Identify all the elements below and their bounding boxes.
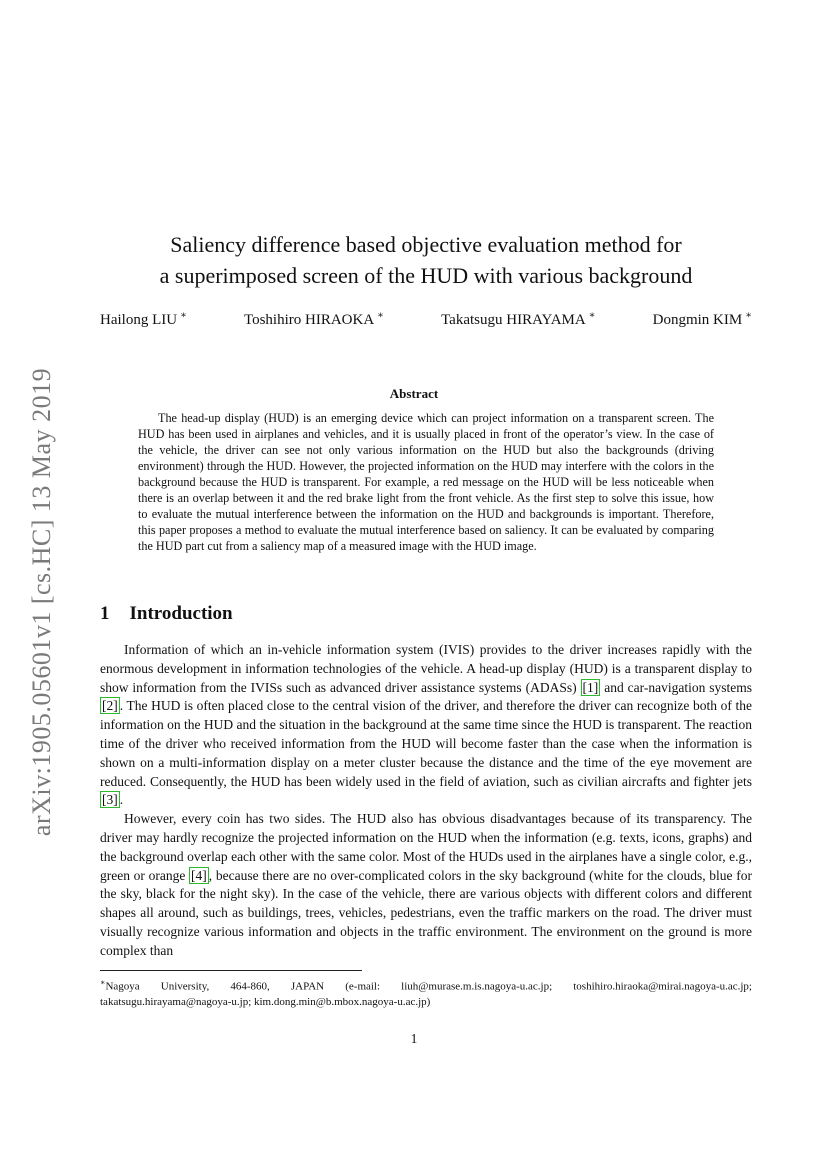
paragraph: Information of which an in-vehicle information system (IVIS) provides to the driver increases rapidly with the enormous development in information technologies of the vehicle. A head-up display (HUD) is a transparent display to show information from the IVISs such as advanced driver assistance systems (ADASs) [1] and car-navigation systems [2] . The HUD is often placed close to the central vision of the driver, and therefore the driver can recognize both of the information on the HUD and the situation in the background at the same time since the HUD is transparent. The reaction time of the driver who received information from the HUD will become faster than the case when the information is shown on a multi-information display on a meter cluster because the distance and the time of the eye movement are reduced. Consequently, the HUD has been widely used in the field of aviation, such as civilian aircrafts and fighter jets [3] . — [100, 642, 752, 808]
section-title: Introduction — [129, 603, 233, 624]
footnote-rule — [100, 970, 362, 971]
title-line-1: Saliency difference based objective evaluation method for — [170, 232, 682, 257]
citation-link[interactable]: [3] — [102, 792, 118, 808]
abstract-heading: Abstract — [389, 386, 439, 401]
author: Toshihiro HIRAOKA ∗ — [243, 310, 384, 328]
section-heading — [100, 603, 233, 625]
author: Dongmin KIM ∗ — [652, 310, 752, 328]
author-list — [100, 310, 752, 329]
section-number: 1 — [100, 603, 110, 624]
citation-link[interactable]: [2] — [102, 698, 118, 714]
affiliation-mark: ∗ — [588, 310, 596, 321]
arxiv-identifier: arXiv:1905.05601v1 [cs.HC] 13 May 2019 — [27, 367, 56, 837]
author: Takatsugu HIRAYAMA ∗ — [441, 310, 596, 328]
affiliation-mark: ∗ — [377, 310, 384, 321]
footnote-mark: ∗ — [100, 978, 106, 987]
citation-link[interactable]: [1] — [582, 679, 599, 695]
abstract-text: The head-up display (HUD) is an emerging device which can project information on a transparent screen. The HUD has been used in airplanes and vehicles, and it is usually placed in front of the operator’s view. In the case of the vehicle, the driver can see not only various information on the HUD but also the backgrounds (driving environment) through the HUD. However, the projected information on the HUD may interfere with the colors in the background because the HUD is transparent. For example, a red message on the HUD will be less noticeable when there is an overlap between it and the red brake light from the front vehicle. As the first step to solve this issue, how to evaluate the mutual interference between the information on the HUD and backgrounds is important. Therefore, this paper proposes a method to evaluate the mutual interference based on saliency. It can be evaluated by comparing the HUD part cut from a saliency map of a measured image with the HUD image. — [138, 411, 714, 553]
title-line-2: a superimposed screen of the HUD with various background — [159, 263, 693, 288]
paper-title — [100, 229, 752, 291]
footnote — [100, 975, 752, 1010]
footnote-text: Nagoya University, 464-860, JAPAN (e-mail: liuh@murase.m.is.nagoya-u.ac.jp; toshihiro.hiraoka@mirai.nagoya-u.ac.jp; takatsugu.hirayama@nagoya-u.jp; kim.dong.min@b.mbox.nagoya-u.ac.jp) — [100, 980, 752, 1008]
section-body — [100, 641, 752, 961]
paragraph: However, every coin has two sides. The HUD also has obvious disadvantages because of its transparency. The driver may hardly recognize the projected information on the HUD when the information (e.g. texts, icons, graphs) and the background overlap each other with the same color. Most of the HUDs used in the airplanes have a single color, e.g., green or orange [4] , because there are no over-complicated colors in the sky background (white for the clouds, blue for the sky, black for the night sky). In the case of the vehicle, there are various objects with different colors and different shapes all around, such as buildings, trees, vehicles, pedestrians, even the traffic markers on the road. The driver must visually recognize various information and objects in the traffic environment. The environment on the ground is more complex than — [100, 811, 752, 958]
affiliation-mark: ∗ — [745, 310, 752, 321]
arxiv-side-stamp — [22, 352, 62, 852]
citation-link[interactable]: [4] — [191, 867, 207, 883]
affiliation-mark: ∗ — [180, 310, 187, 321]
author: Hailong LIU ∗ — [100, 310, 187, 328]
page-number: 1 — [410, 1031, 418, 1046]
